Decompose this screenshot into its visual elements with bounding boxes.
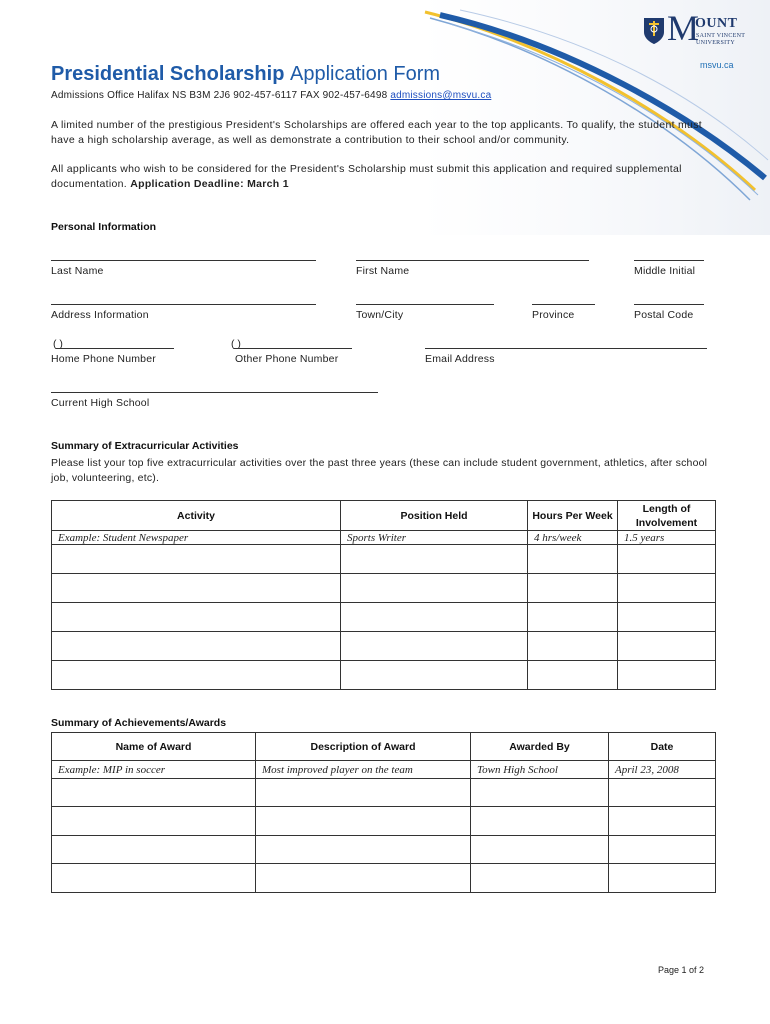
logo-letter: M [667,8,700,48]
home-phone-area-code: ( ) [53,338,63,350]
table-row [52,632,716,661]
example-awarded-by[interactable]: Town High School [471,761,609,779]
table-row [52,761,716,779]
example-hours[interactable]: 4 hrs/week [528,531,618,545]
logo-subtitle: SAINT VINCENT UNIVERSITY [696,33,746,46]
table-row [52,779,716,807]
award-name-cell[interactable] [52,836,256,864]
title-light: Application Form [289,63,441,85]
logo-word: OUNT [695,16,738,31]
example-position[interactable]: Sports Writer [341,531,528,545]
position-cell[interactable] [341,661,528,690]
activity-cell[interactable] [52,632,341,661]
award-description-cell[interactable] [256,864,471,893]
awarded-by-cell[interactable] [471,807,609,836]
length-cell[interactable] [618,545,716,574]
extracurricular-heading: Summary of Extracurricular Activities [51,440,239,452]
address-label: Address Information [51,309,149,321]
address-field[interactable] [51,304,316,305]
awarded-by-cell[interactable] [471,836,609,864]
contact-line [51,90,491,101]
example-award-name[interactable]: Example: MIP in soccer [52,761,256,779]
award-description-cell[interactable] [256,807,471,836]
other-phone-label: Other Phone Number [235,353,339,365]
extracurricular-table [51,500,716,690]
home-phone-label: Home Phone Number [51,353,156,365]
award-description-cell[interactable] [256,779,471,807]
award-description-cell[interactable] [256,836,471,864]
position-cell[interactable] [341,545,528,574]
province-field[interactable] [532,304,595,305]
example-date[interactable]: April 23, 2008 [609,761,716,779]
date-cell[interactable] [609,807,716,836]
contact-text: Admissions Office Halifax NS B3M 2J6 902-457-6117 FAX 902-457-6498 [51,90,391,101]
page-number: Page 1 of 2 [658,965,705,975]
table-row [52,531,716,545]
page-title [51,63,440,86]
date-header: Date [609,733,716,761]
achievements-header-row [52,733,716,761]
hours-cell[interactable] [528,545,618,574]
hours-cell[interactable] [528,632,618,661]
activity-header: Activity [52,501,341,531]
application-deadline: Application Deadline: March 1 [130,178,289,190]
table-row [52,864,716,893]
email-label: Email Address [425,353,495,365]
last-name-label: Last Name [51,265,104,277]
email-field[interactable] [425,348,707,349]
last-name-field[interactable] [51,260,316,261]
crest-icon [642,16,666,46]
extracurricular-header-row [52,501,716,531]
awarded-by-cell[interactable] [471,864,609,893]
table-row [52,836,716,864]
example-award-description[interactable]: Most improved player on the team [256,761,471,779]
length-cell[interactable] [618,603,716,632]
table-row [52,603,716,632]
awarded-by-header: Awarded By [471,733,609,761]
hours-cell[interactable] [528,574,618,603]
table-row [52,545,716,574]
awarded-by-cell[interactable] [471,779,609,807]
activity-cell[interactable] [52,574,341,603]
award-name-cell[interactable] [52,779,256,807]
length-cell[interactable] [618,574,716,603]
town-city-field[interactable] [356,304,494,305]
activity-cell[interactable] [52,661,341,690]
other-phone-area-code: ( ) [231,338,241,350]
achievements-heading: Summary of Achievements/Awards [51,717,227,729]
high-school-label: Current High School [51,397,150,409]
date-cell[interactable] [609,864,716,893]
activity-cell[interactable] [52,545,341,574]
example-activity[interactable]: Example: Student Newspaper [52,531,341,545]
date-cell[interactable] [609,779,716,807]
position-header: Position Held [341,501,528,531]
table-row [52,661,716,690]
title-bold: Presidential Scholarship [51,63,285,85]
site-url[interactable]: msvu.ca [700,60,734,70]
home-phone-field[interactable] [56,348,174,349]
first-name-field[interactable] [356,260,589,261]
other-phone-field[interactable] [234,348,352,349]
award-description-header: Description of Award [256,733,471,761]
date-cell[interactable] [609,836,716,864]
intro-paragraph-2 [51,162,711,192]
table-row [52,574,716,603]
high-school-field[interactable] [51,392,378,393]
middle-initial-field[interactable] [634,260,704,261]
email-link[interactable]: admissions@msvu.ca [390,90,492,101]
award-name-cell[interactable] [52,864,256,893]
intro-paragraph-1: A limited number of the prestigious President's Scholarships are offered each year to the top applicants. To qualify, the student must have a high scholarship average, as well as demonstrate a contribution to their school and/or community. [51,119,702,146]
hours-header: Hours Per Week [528,501,618,531]
position-cell[interactable] [341,574,528,603]
award-name-cell[interactable] [52,807,256,836]
length-header: Length of Involvement [618,501,716,531]
msvu-logo [642,8,752,54]
hours-cell[interactable] [528,661,618,690]
postal-code-field[interactable] [634,304,704,305]
activity-cell[interactable] [52,603,341,632]
position-cell[interactable] [341,632,528,661]
length-cell[interactable] [618,661,716,690]
first-name-label: First Name [356,265,410,277]
length-cell[interactable] [618,632,716,661]
achievements-table [51,732,716,893]
personal-info-heading: Personal Information [51,221,157,233]
position-cell[interactable] [341,603,528,632]
example-length[interactable]: 1.5 years [618,531,716,545]
postal-code-label: Postal Code [634,309,694,321]
extracurricular-description: Please list your top five extracurricular activities over the past three years (these can include student government, athletics, after school job, volunteering, etc). [51,457,708,484]
province-label: Province [532,309,575,321]
hours-cell[interactable] [528,603,618,632]
town-city-label: Town/City [356,309,404,321]
award-name-header: Name of Award [52,733,256,761]
table-row [52,807,716,836]
middle-initial-label: Middle Initial [634,265,696,277]
intro-paragraph-2-text: All applicants who wish to be considered for the President's Scholarship must submit this application and required supplemental documentation. [51,163,682,190]
